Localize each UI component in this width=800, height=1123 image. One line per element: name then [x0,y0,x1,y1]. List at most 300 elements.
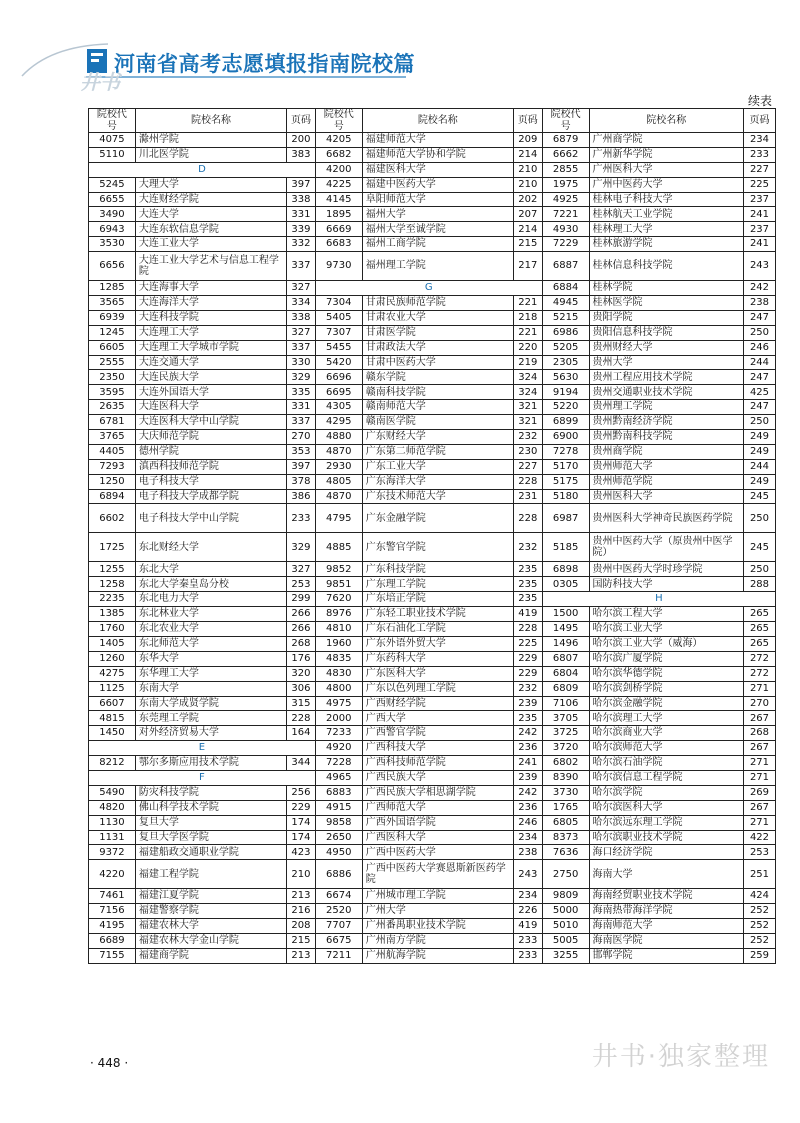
school-name: 广西中医药大学 [362,845,513,860]
school-name: 广西民族大学 [362,770,513,785]
column-header: 院校名称 [589,109,743,133]
page-ref: 327 [287,325,316,340]
page-ref: 269 [743,785,775,800]
page-ref: 338 [287,192,316,207]
school-code: 6898 [542,562,589,577]
page-ref: 215 [287,933,316,948]
page-ref: 213 [287,889,316,904]
school-name: 滁州学院 [135,133,286,148]
school-code: 2555 [89,355,136,370]
page-ref: 265 [743,622,775,637]
school-name: 复旦大学 [135,815,286,830]
school-name: 哈尔滨金融学院 [589,696,743,711]
page-ref: 270 [743,696,775,711]
page-ref: 219 [513,355,542,370]
school-name: 复旦大学医学院 [135,830,286,845]
school-name: 大连医科大学 [135,400,286,415]
school-name: 福建农林大学 [135,919,286,934]
page-ref: 247 [743,310,775,325]
school-name: 大连海洋大学 [135,296,286,311]
school-name: 广东石油化工学院 [362,622,513,637]
school-code: 4930 [542,222,589,237]
table-row [89,845,776,860]
page-ref: 267 [743,711,775,726]
page-ref: 213 [287,948,316,963]
page-ref: 233 [513,933,542,948]
continued-label: 续表 [747,94,772,108]
school-code: 6894 [89,489,136,504]
page-ref: 306 [287,681,316,696]
school-code: 6883 [315,785,362,800]
school-name: 东北大学 [135,562,286,577]
school-name: 东南大学成贤学院 [135,696,286,711]
page-ref: 239 [513,770,542,785]
school-code: 6696 [315,370,362,385]
page-ref: 329 [287,533,316,562]
school-code: 7707 [315,919,362,934]
school-name: 佛山科学技术学院 [135,800,286,815]
school-code: 5180 [542,489,589,504]
page-ref: 225 [743,177,775,192]
school-name: 福州大学至诚学院 [362,222,513,237]
page-ref: 232 [513,430,542,445]
page-ref: 244 [743,459,775,474]
school-code: 4200 [315,162,362,177]
school-name: 广东金融学院 [362,504,513,533]
school-code: 6695 [315,385,362,400]
page-ref: 228 [287,711,316,726]
school-name: 赣东学院 [362,370,513,385]
school-name: 大连理工大学 [135,325,286,340]
page-ref: 202 [513,192,542,207]
page-ref: 226 [513,904,542,919]
table-row [89,310,776,325]
school-code: 1725 [89,533,136,562]
page-ref: 243 [513,860,542,889]
page-ref: 228 [513,474,542,489]
school-name: 甘肃医学院 [362,325,513,340]
school-code: 5000 [542,904,589,919]
school-name: 福建医科大学 [362,162,513,177]
school-code: 6662 [542,147,589,162]
school-code: 5005 [542,933,589,948]
column-header: 页码 [743,109,775,133]
table-row [89,741,776,756]
school-name: 福州理工学院 [362,252,513,281]
page-ref: 344 [287,756,316,771]
page-ref: 231 [513,489,542,504]
table-row [89,355,776,370]
page-ref: 424 [743,889,775,904]
school-code: 6887 [542,252,589,281]
table-row [89,370,776,385]
school-code: 7221 [542,207,589,222]
school-code: 4405 [89,444,136,459]
school-code: 9372 [89,845,136,860]
school-name: 贵州黔南经济学院 [589,415,743,430]
school-name: 广东技术师范大学 [362,489,513,504]
school-name: 广东财经大学 [362,430,513,445]
school-code: 6884 [542,281,589,296]
page-ref: 210 [287,860,316,889]
school-name: 福建商学院 [135,948,286,963]
page-ref: 331 [287,207,316,222]
school-code: 9730 [315,252,362,281]
table-row [89,815,776,830]
school-code: 6605 [89,340,136,355]
table-row [89,504,776,533]
table-row [89,933,776,948]
page-ref: 265 [743,636,775,651]
school-code: 4305 [315,400,362,415]
page-ref: 383 [287,147,316,162]
page-ref: 252 [743,933,775,948]
school-name: 贵州中医药大学（原贵州中医学院） [589,533,743,562]
school-code: 4945 [542,296,589,311]
school-code: 4810 [315,622,362,637]
page-ref: 241 [513,756,542,771]
page-ref: 324 [513,385,542,400]
table-row [89,340,776,355]
page-number: · 448 · [90,1056,129,1070]
table-row [89,860,776,889]
school-code: 1765 [542,800,589,815]
page-ref: 327 [287,562,316,577]
page-ref: 265 [743,607,775,622]
page-ref: 210 [513,177,542,192]
page-ref: 234 [513,889,542,904]
page-ref: 252 [743,904,775,919]
school-name: 福州工商学院 [362,237,513,252]
page-ref: 397 [287,177,316,192]
school-name: 桂林航天工业学院 [589,207,743,222]
page-ref: 235 [513,577,542,592]
page-ref: 176 [287,651,316,666]
school-code: 4835 [315,651,362,666]
school-code: 8212 [89,756,136,771]
page-ref: 232 [513,533,542,562]
brand-watermark: 井书 [80,70,120,94]
school-code: 6804 [542,666,589,681]
school-name: 福建农林大学金山学院 [135,933,286,948]
table-row [89,147,776,162]
school-name: 广西民族大学相思湖学院 [362,785,513,800]
school-name: 大连交通大学 [135,355,286,370]
table-row [89,904,776,919]
school-code: 5490 [89,785,136,800]
school-code: 7278 [542,444,589,459]
page-ref: 227 [513,459,542,474]
page-ref: 246 [743,340,775,355]
school-code: 4145 [315,192,362,207]
school-code: 1500 [542,607,589,622]
school-name: 对外经济贸易大学 [135,726,286,741]
school-name: 哈尔滨剑桥学院 [589,681,743,696]
table-row [89,281,776,296]
school-name: 哈尔滨医科大学 [589,800,743,815]
school-code: 5170 [542,459,589,474]
table-row [89,296,776,311]
page-ref: 242 [513,785,542,800]
page-ref: 247 [743,400,775,415]
page-ref: 244 [743,355,775,370]
school-code: 5455 [315,340,362,355]
page-ref: 233 [743,147,775,162]
school-code: 5405 [315,310,362,325]
school-name: 滇西科技师范学院 [135,459,286,474]
school-name: 大连财经学院 [135,192,286,207]
school-name: 广州航海学院 [362,948,513,963]
table-row [89,415,776,430]
school-name: 桂林信息科技学院 [589,252,743,281]
column-header: 院校名称 [362,109,513,133]
school-code: 2650 [315,830,362,845]
page-ref: 221 [513,325,542,340]
school-name: 广东理工学院 [362,577,513,592]
page-ref: 271 [743,756,775,771]
table-row [89,756,776,771]
school-code: 4880 [315,430,362,445]
school-code: 6655 [89,192,136,207]
school-code: 4870 [315,444,362,459]
page-ref: 337 [287,340,316,355]
page-ref: 237 [743,192,775,207]
page-ref: 331 [287,400,316,415]
school-code: 7156 [89,904,136,919]
page-ref: 271 [743,815,775,830]
page-ref: 250 [743,504,775,533]
page-ref: 174 [287,830,316,845]
school-code: 1130 [89,815,136,830]
school-name: 广西外国语学院 [362,815,513,830]
page-ref: 235 [513,562,542,577]
school-code: 6807 [542,651,589,666]
school-code: 5245 [89,177,136,192]
school-name: 贵州中医药大学时珍学院 [589,562,743,577]
page-ref: 315 [287,696,316,711]
school-code: 6809 [542,681,589,696]
table-row [89,622,776,637]
table-row [89,459,776,474]
school-name: 广东工业大学 [362,459,513,474]
school-name: 电子科技大学 [135,474,286,489]
school-code: 7211 [315,948,362,963]
school-code: 2235 [89,592,136,607]
page-ref: 253 [287,577,316,592]
school-name: 贵州大学 [589,355,743,370]
page-ref: 238 [513,845,542,860]
school-code: 5215 [542,310,589,325]
school-code: 4830 [315,666,362,681]
school-code: 5220 [542,400,589,415]
school-code: 3255 [542,948,589,963]
school-code: 3765 [89,430,136,445]
school-code: 6656 [89,252,136,281]
page-ref: 288 [743,577,775,592]
school-name: 贵州交通职业技术学院 [589,385,743,400]
school-code: 1385 [89,607,136,622]
table-row [89,207,776,222]
school-code: 6607 [89,696,136,711]
header-title: 河南省高考志愿填报指南院校篇 [114,52,415,76]
school-name: 贵州师范大学 [589,459,743,474]
school-name: 大庆师范学院 [135,430,286,445]
school-code: 1245 [89,325,136,340]
table-row [89,385,776,400]
school-code: 2305 [542,355,589,370]
table-row [89,636,776,651]
page-ref: 378 [287,474,316,489]
school-code: 6674 [315,889,362,904]
page-ref: 272 [743,651,775,666]
page-ref: 321 [513,415,542,430]
school-name: 哈尔滨工程大学 [589,607,743,622]
footer-watermark: 井书·独家整理 [591,1042,770,1072]
school-code: 4920 [315,741,362,756]
table-row [89,770,776,785]
table-row [89,607,776,622]
school-name: 电子科技大学成都学院 [135,489,286,504]
header-underline [86,76,406,78]
school-name: 广西师范大学 [362,800,513,815]
school-name: 鄂尔多斯应用技术学院 [135,756,286,771]
school-name: 大连海事大学 [135,281,286,296]
school-name: 哈尔滨石油学院 [589,756,743,771]
page-ref: 423 [287,845,316,860]
page-ref: 268 [287,636,316,651]
school-code: 1960 [315,636,362,651]
school-name: 东莞理工学院 [135,711,286,726]
school-name: 哈尔滨学院 [589,785,743,800]
school-name: 广东培正学院 [362,592,513,607]
school-name: 哈尔滨商业大学 [589,726,743,741]
table-row [89,133,776,148]
school-name: 贵阳信息科技学院 [589,325,743,340]
school-name: 福建师范大学协和学院 [362,147,513,162]
school-name: 桂林理工大学 [589,222,743,237]
school-name: 福建中医药大学 [362,177,513,192]
school-name: 贵州理工学院 [589,400,743,415]
column-header: 页码 [287,109,316,133]
page-ref: 237 [743,222,775,237]
page-ref: 200 [287,133,316,148]
school-name: 广东警官学院 [362,533,513,562]
school-code: 7307 [315,325,362,340]
school-name: 邯郸学院 [589,948,743,963]
page-ref: 249 [743,474,775,489]
school-code: 7155 [89,948,136,963]
school-name: 大连工业大学 [135,237,286,252]
page-ref: 164 [287,726,316,741]
school-code: 6986 [542,325,589,340]
page-ref: 353 [287,444,316,459]
school-name: 大连理工大学城市学院 [135,340,286,355]
school-code: 4195 [89,919,136,934]
school-name: 贵州工程应用技术学院 [589,370,743,385]
page-ref: 242 [743,281,775,296]
school-name: 甘肃民族师范学院 [362,296,513,311]
school-code: 1131 [89,830,136,845]
school-name: 东北电力大学 [135,592,286,607]
school-name: 贵州财经大学 [589,340,743,355]
school-code: 1496 [542,636,589,651]
school-code: 3705 [542,711,589,726]
school-name: 广东轻工职业技术学院 [362,607,513,622]
table-row [89,666,776,681]
page-ref: 243 [743,252,775,281]
school-code: 5010 [542,919,589,934]
page-ref: 419 [513,919,542,934]
school-name: 广西警官学院 [362,726,513,741]
school-code: 6602 [89,504,136,533]
school-name: 福州大学 [362,207,513,222]
school-code: 2930 [315,459,362,474]
school-name: 福建江夏学院 [135,889,286,904]
school-name: 大连民族大学 [135,370,286,385]
school-name: 广东海洋大学 [362,474,513,489]
school-code: 7106 [542,696,589,711]
school-code: 9194 [542,385,589,400]
school-name: 东华理工大学 [135,666,286,681]
school-name: 哈尔滨广厦学院 [589,651,743,666]
column-header: 院校名称 [135,109,286,133]
table-row [89,162,776,177]
school-name: 福建工程学院 [135,860,286,889]
page-ref: 320 [287,666,316,681]
school-name: 哈尔滨工业大学（威海） [589,636,743,651]
school-code: 2000 [315,711,362,726]
page-ref: 266 [287,622,316,637]
table-row [89,592,776,607]
school-name: 大连工业大学艺术与信息工程学院 [135,252,286,281]
school-code: 1405 [89,636,136,651]
school-code: 4870 [315,489,362,504]
school-name: 福建警察学院 [135,904,286,919]
school-code: 7228 [315,756,362,771]
table-row [89,192,776,207]
table-row [89,800,776,815]
school-code: 1895 [315,207,362,222]
school-name: 广州商学院 [589,133,743,148]
school-code: 4205 [315,133,362,148]
school-code: 4805 [315,474,362,489]
page-ref: 267 [743,741,775,756]
school-code: 3565 [89,296,136,311]
page-ref: 228 [513,622,542,637]
school-code-table [88,108,776,964]
school-code: 4885 [315,533,362,562]
school-name: 福建师范大学 [362,133,513,148]
school-code: 2350 [89,370,136,385]
school-code: 6899 [542,415,589,430]
table-row [89,889,776,904]
page-ref: 229 [513,666,542,681]
page-ref: 228 [513,504,542,533]
school-name: 赣南师范大学 [362,400,513,415]
page-ref: 229 [287,800,316,815]
page-ref: 329 [287,370,316,385]
page-ref: 422 [743,830,775,845]
school-name: 甘肃农业大学 [362,310,513,325]
table-row [89,681,776,696]
school-name: 桂林医学院 [589,296,743,311]
school-name: 防灾科技学院 [135,785,286,800]
school-name: 广州大学 [362,904,513,919]
column-header: 院校代号 [542,109,589,133]
school-name: 国防科技大学 [589,577,743,592]
school-code: 3595 [89,385,136,400]
school-code: 4925 [542,192,589,207]
